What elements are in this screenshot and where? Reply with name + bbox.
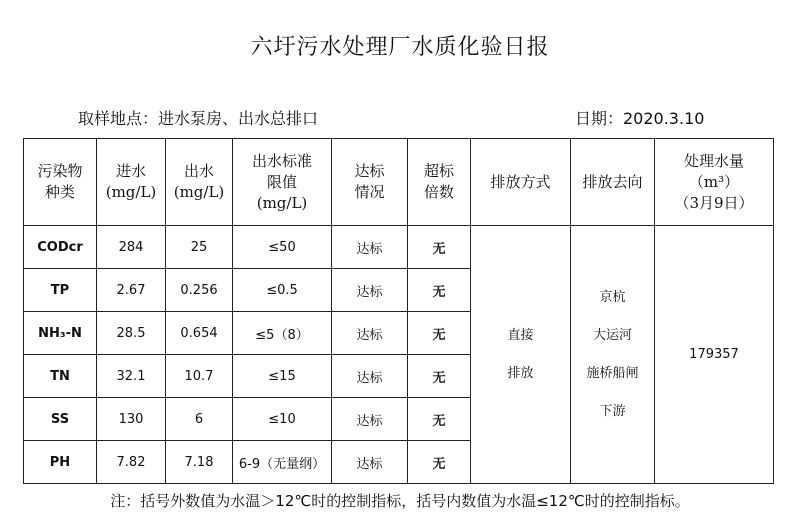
footnote: 注：括号外数值为水温＞12℃时的控制指标，括号内数值为水温≤12℃时的控制指标。 [110, 492, 690, 510]
cell-inflow: 284 [97, 226, 166, 269]
discharge-destination: 京杭 大运河 施桥船闸 下游 [571, 226, 655, 484]
cell-exceed: 无 [408, 226, 471, 269]
cell-item: TN [24, 355, 97, 398]
header-outflow: 出水 (mg/L) [166, 139, 233, 226]
cell-outflow: 6 [166, 398, 233, 441]
cell-exceed: 无 [408, 269, 471, 312]
cell-exceed: 无 [408, 355, 471, 398]
header-row [24, 139, 774, 226]
cell-limit: ≤15 [233, 355, 332, 398]
cell-outflow: 0.654 [166, 312, 233, 355]
report-date: 日期：2020.3.10 [575, 109, 705, 128]
water-quality-table [23, 138, 774, 484]
cell-inflow: 7.82 [97, 441, 166, 484]
header-limit: 出水标准 限值 (mg/L) [233, 139, 332, 226]
cell-item: CODcr [24, 226, 97, 269]
cell-outflow: 0.256 [166, 269, 233, 312]
discharge-method: 直接 排放 [471, 226, 571, 484]
cell-exceed: 无 [408, 441, 471, 484]
cell-limit: ≤10 [233, 398, 332, 441]
cell-limit: ≤5（8） [233, 312, 332, 355]
header-destination: 排放去向 [571, 139, 655, 226]
cell-exceed: 无 [408, 398, 471, 441]
cell-compliance: 达标 [332, 312, 408, 355]
header-method: 排放方式 [471, 139, 571, 226]
cell-exceed: 无 [408, 312, 471, 355]
sampling-location: 取样地点：进水泵房、出水总排口 [78, 109, 319, 128]
report-title: 六圩污水处理厂水质化验日报 [250, 35, 550, 60]
cell-compliance: 达标 [332, 398, 408, 441]
cell-compliance: 达标 [332, 226, 408, 269]
cell-item: NH₃-N [24, 312, 97, 355]
header-exceed: 超标 倍数 [408, 139, 471, 226]
cell-limit: ≤50 [233, 226, 332, 269]
cell-limit: 6-9（无量纲） [233, 441, 332, 484]
cell-item: PH [24, 441, 97, 484]
cell-limit: ≤0.5 [233, 269, 332, 312]
cell-inflow: 2.67 [97, 269, 166, 312]
cell-inflow: 130 [97, 398, 166, 441]
cell-item: SS [24, 398, 97, 441]
cell-outflow: 25 [166, 226, 233, 269]
header-volume: 处理水量 （m³） （3月9日） [655, 139, 774, 226]
table-row [24, 226, 774, 269]
header-item: 污染物 种类 [24, 139, 97, 226]
treated-volume: 179357 [655, 226, 774, 484]
cell-outflow: 10.7 [166, 355, 233, 398]
header-inflow: 进水 (mg/L) [97, 139, 166, 226]
cell-compliance: 达标 [332, 269, 408, 312]
cell-inflow: 32.1 [97, 355, 166, 398]
cell-outflow: 7.18 [166, 441, 233, 484]
header-compliance: 达标 情况 [332, 139, 408, 226]
cell-item: TP [24, 269, 97, 312]
cell-compliance: 达标 [332, 355, 408, 398]
cell-inflow: 28.5 [97, 312, 166, 355]
cell-compliance: 达标 [332, 441, 408, 484]
